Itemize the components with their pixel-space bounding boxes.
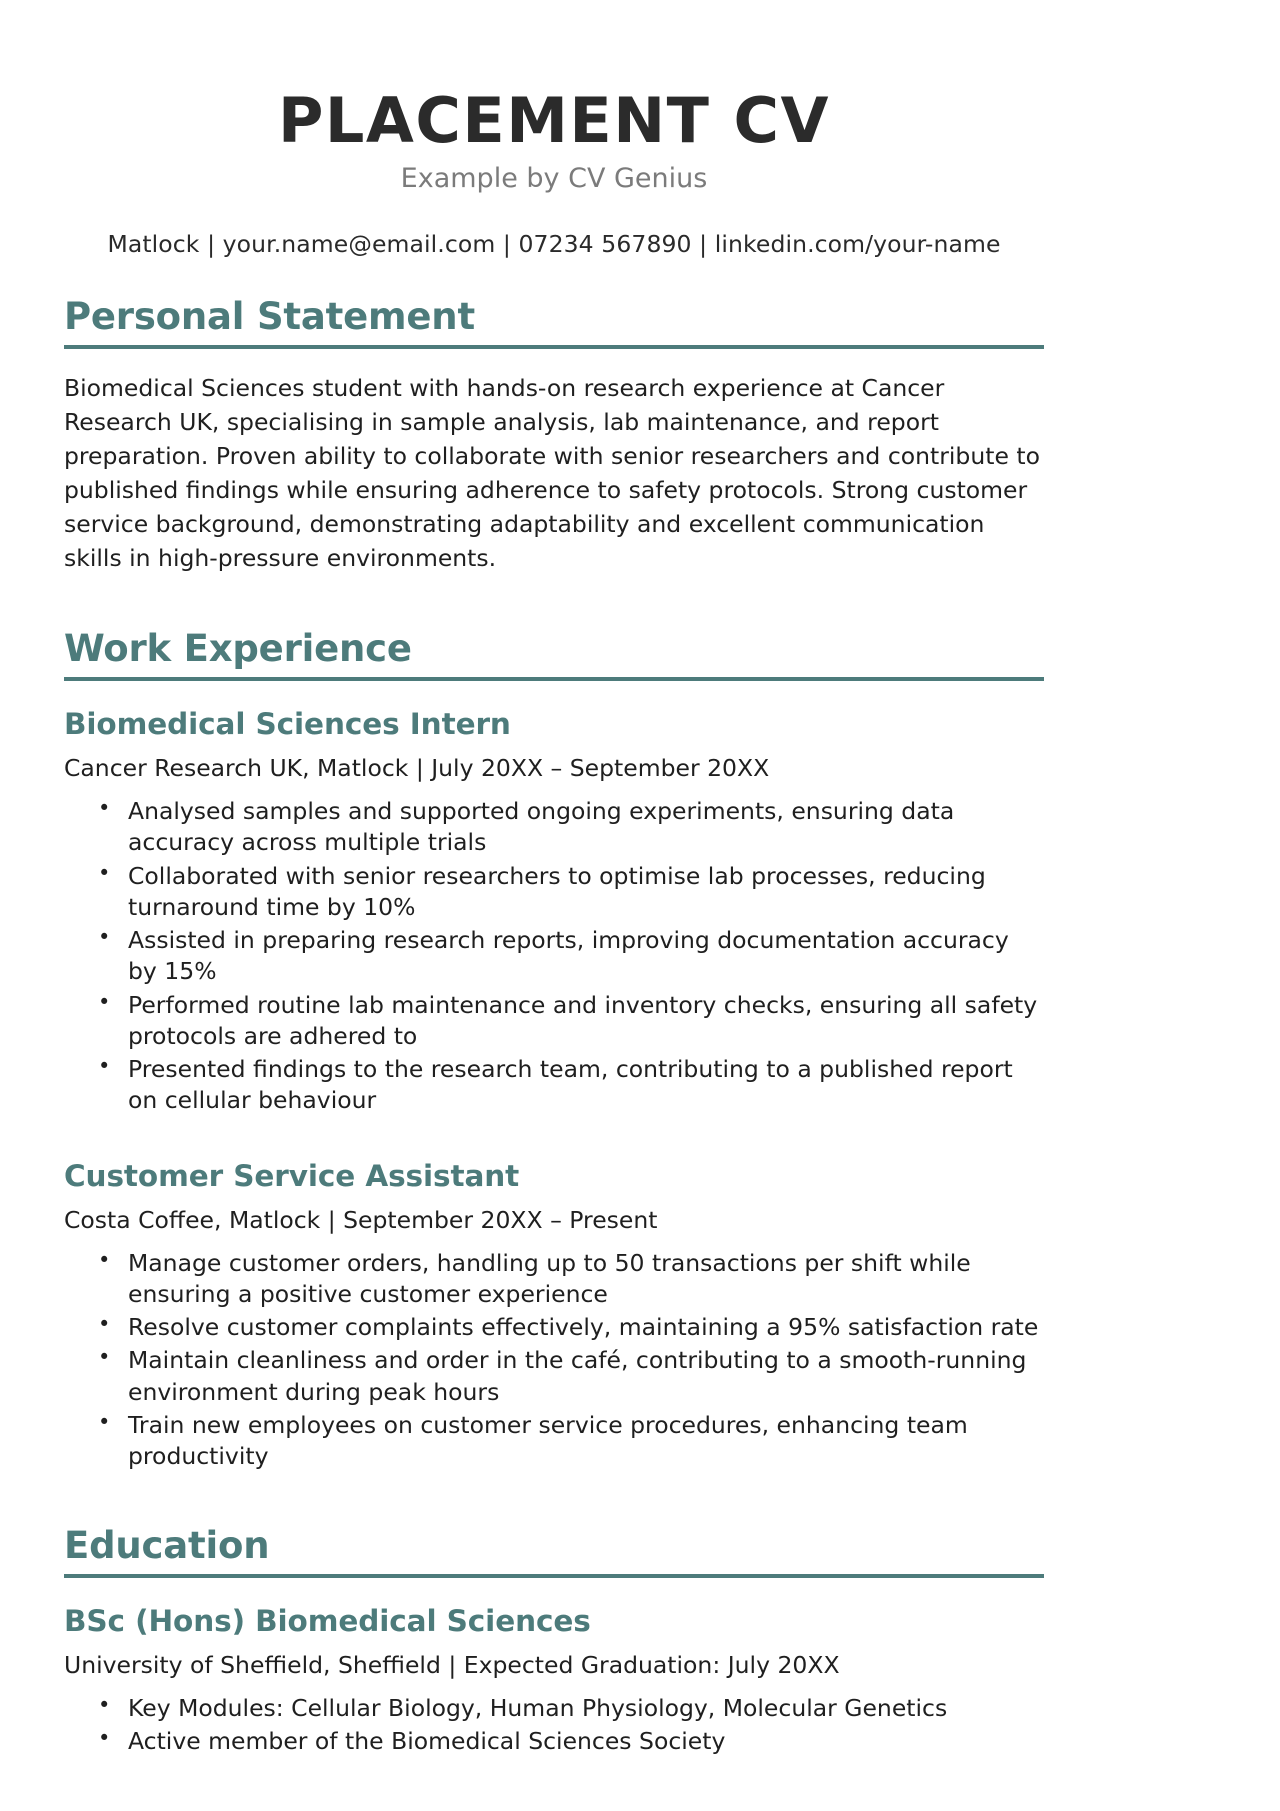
list-item: • Assisted in preparing research reports, improving documentation accuracy by 15% [128, 925, 1044, 988]
list-item: • Performed routine lab maintenance and inventory checks, ensuring all safety protocols are adhered to [128, 990, 1044, 1053]
list-item: • Collaborated with senior researchers to optimise lab processes, reducing turnaround time by 10% [128, 861, 1044, 924]
section-divider [64, 1574, 1044, 1578]
list-item: • Maintain cleanliness and order in the café, contributing to a smooth-running environment during peak hours [128, 1345, 1044, 1408]
section-work-experience [64, 627, 1044, 1472]
list-item: • Key Modules: Cellular Biology, Human Physiology, Molecular Genetics [128, 1693, 1044, 1724]
personal-statement-text: Biomedical Sciences student with hands-on research experience at Cancer Research UK, specialising in sample analysis, lab maintenance, and report preparation. Proven ability to collaborate with senior researchers and contribute to published findings while ensuring adherence to safety protocols. Strong customer service background, demonstrating adaptability and excellent communication skills in high-pressure environments. [64, 373, 1040, 573]
education-entry-bullets [64, 1693, 1044, 1758]
work-entry [64, 1159, 1044, 1473]
list-item: • Analysed samples and supported ongoing experiments, ensuring data accuracy across multiple trials [128, 796, 1044, 859]
work-entry-bullets [64, 796, 1044, 1117]
list-item: • Active member of the Biomedical Sciences Society [128, 1726, 1044, 1757]
education-entry [64, 1604, 1044, 1758]
section-personal-statement [64, 295, 1044, 575]
cv-title: PLACEMENT CV [277, 84, 831, 157]
section-divider [64, 345, 1044, 349]
list-item: • Resolve customer complaints effectively, maintaining a 95% satisfaction rate [128, 1312, 1044, 1343]
cv-contact-line: Matlock | your.name@email.com | 07234 567890 | linkedin.com/your-name [107, 230, 1001, 259]
work-entry [64, 707, 1044, 1117]
section-heading-personal-statement: Personal Statement [64, 295, 475, 339]
section-body-education [64, 1604, 1044, 1758]
work-entry-title: Customer Service Assistant [64, 1158, 520, 1193]
education-entry-meta: University of Sheffield, Sheffield | Expected Graduation: July 20XX [64, 1651, 840, 1680]
cv-header [64, 84, 1044, 261]
section-body-work-experience [64, 707, 1044, 1472]
list-item: • Train new employees on customer service procedures, enhancing team productivity [128, 1410, 1044, 1473]
cv-subtitle: Example by CV Genius [400, 163, 708, 195]
section-heading-work-experience: Work Experience [64, 627, 412, 671]
section-divider [64, 677, 1044, 681]
list-item: • Presented findings to the research team, contributing to a published report on cellular behaviour [128, 1054, 1044, 1117]
education-entry-title: BSc (Hons) Biomedical Sciences [64, 1604, 591, 1639]
work-entry-meta: Costa Coffee, Matlock | September 20XX – Present [64, 1205, 658, 1234]
work-entry-meta: Cancer Research UK, Matlock | July 20XX – September 20XX [64, 754, 770, 783]
list-item: • Manage customer orders, handling up to 50 transactions per shift while ensuring a positive customer experience [128, 1248, 1044, 1311]
section-heading-education: Education [64, 1524, 270, 1568]
section-body-personal-statement [64, 371, 1044, 575]
section-education [64, 1524, 1044, 1757]
work-entry-bullets [64, 1248, 1044, 1473]
work-entry-title: Biomedical Sciences Intern [64, 706, 511, 741]
